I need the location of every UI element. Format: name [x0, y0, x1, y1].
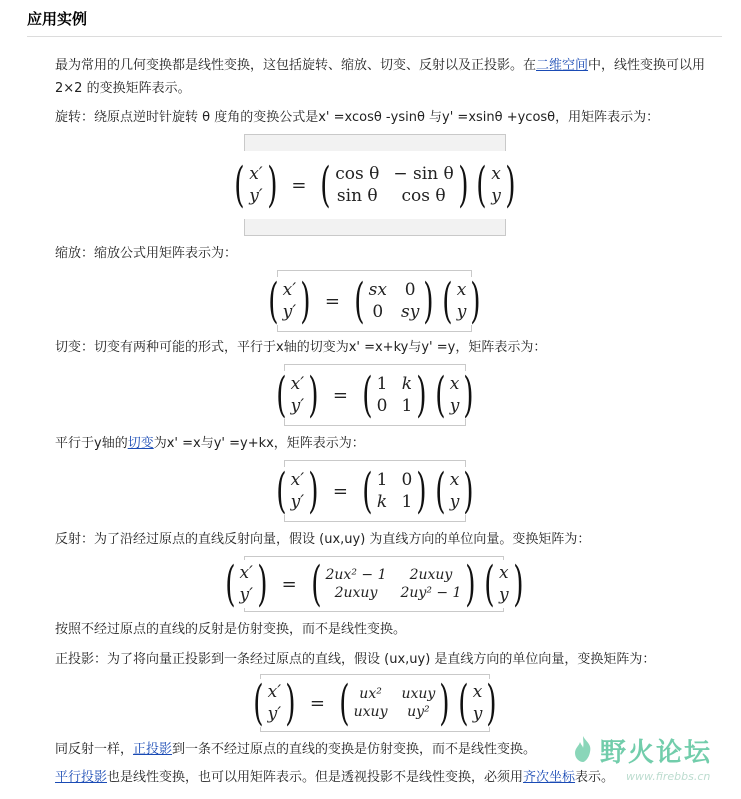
shear-y-text-1: 平行于y轴的 — [55, 436, 128, 451]
shear-y-paragraph — [55, 432, 725, 455]
projection-note-text-1: 同反射一样， — [55, 742, 134, 757]
intro-paragraph — [55, 54, 725, 100]
link-2d-space[interactable]: 二维空间 — [536, 58, 589, 73]
rotation-text: 旋转：绕原点逆时针旋转 θ 度角的变换公式是x' =xcosθ -ysinθ 与y' =xsinθ +ycosθ，用矩阵表示为： — [55, 110, 660, 125]
rotation-formula: ( x′ y′ ) = ( cos θ − sin θ sin θ cos θ ) ( x y ) — [244, 134, 506, 236]
link-homogeneous-coordinates[interactable]: 齐次坐标 — [523, 770, 576, 785]
link-orthographic-projection[interactable]: 正投影 — [133, 742, 173, 757]
shear-x-text: 切变：切变有两种可能的形式，平行于x轴的切变为x' =x+ky与y' =y，矩阵表示为： — [55, 340, 547, 355]
scaling-formula: ( x′ y′ ) = ( sx 0 0 sy ) ( x y ) — [277, 270, 472, 332]
title-divider — [27, 36, 722, 37]
projection-formula: ( x′ y′ ) = ( ux² uxuy uxuy uy² ) ( x y ) — [260, 674, 490, 732]
watermark-url: www.firebbs.cn — [626, 770, 711, 783]
intro-text-2: 中，线性变换可以用 2×2 的变换矩阵表示。 — [55, 58, 706, 96]
link-parallel-projection[interactable]: 平行投影 — [55, 770, 108, 785]
last-text: 也是线性变换，也可以用矩阵表示。但是透视投影不是线性变换，必须用 — [107, 770, 524, 785]
reflection-note: 按照不经过原点的直线的反射是仿射变换，而不是线性变换。 — [55, 622, 407, 637]
section-title: 应用实例 — [27, 10, 88, 28]
forum-watermark — [560, 730, 740, 794]
projection-note-text-2: 到一条不经过原点的直线的变换是仿射变换，而不是线性变换。 — [172, 742, 537, 757]
link-shear[interactable]: 切变 — [127, 436, 154, 451]
shear-x-formula: ( x′ y′ ) = ( 1 k 0 1 ) ( x y ) — [284, 364, 466, 426]
flame-logo-icon — [568, 734, 598, 764]
reflection-formula: ( x′ y′ ) = ( 2ux² − 1 2uxuy 2uxuy 2uy² − 1 ) ( x y ) — [244, 556, 504, 612]
reflection-text: 反射：为了沿经过原点的直线反射向量，假设 (ux,uy) 为直线方向的单位向量。变换矩阵为： — [55, 532, 591, 547]
shear-y-formula: ( x′ y′ ) = ( 1 0 k 1 ) ( x y ) — [284, 460, 466, 522]
shear-y-text-2: 为x' =x与y' =y+kx，矩阵表示为： — [153, 436, 365, 451]
scaling-text: 缩放：缩放公式用矩阵表示为： — [55, 246, 238, 261]
last-text-end: 表示。 — [575, 770, 615, 785]
watermark-text: 野火论坛 — [600, 738, 713, 768]
projection-text: 正投影：为了将向量正投影到一条经过原点的直线，假设 (ux,uy) 是直线方向的单位向量，变换矩阵为： — [55, 652, 656, 667]
intro-text-1: 最为常用的几何变换都是线性变换，这包括旋转、缩放、切变、反射以及正投影。在 — [55, 58, 537, 73]
